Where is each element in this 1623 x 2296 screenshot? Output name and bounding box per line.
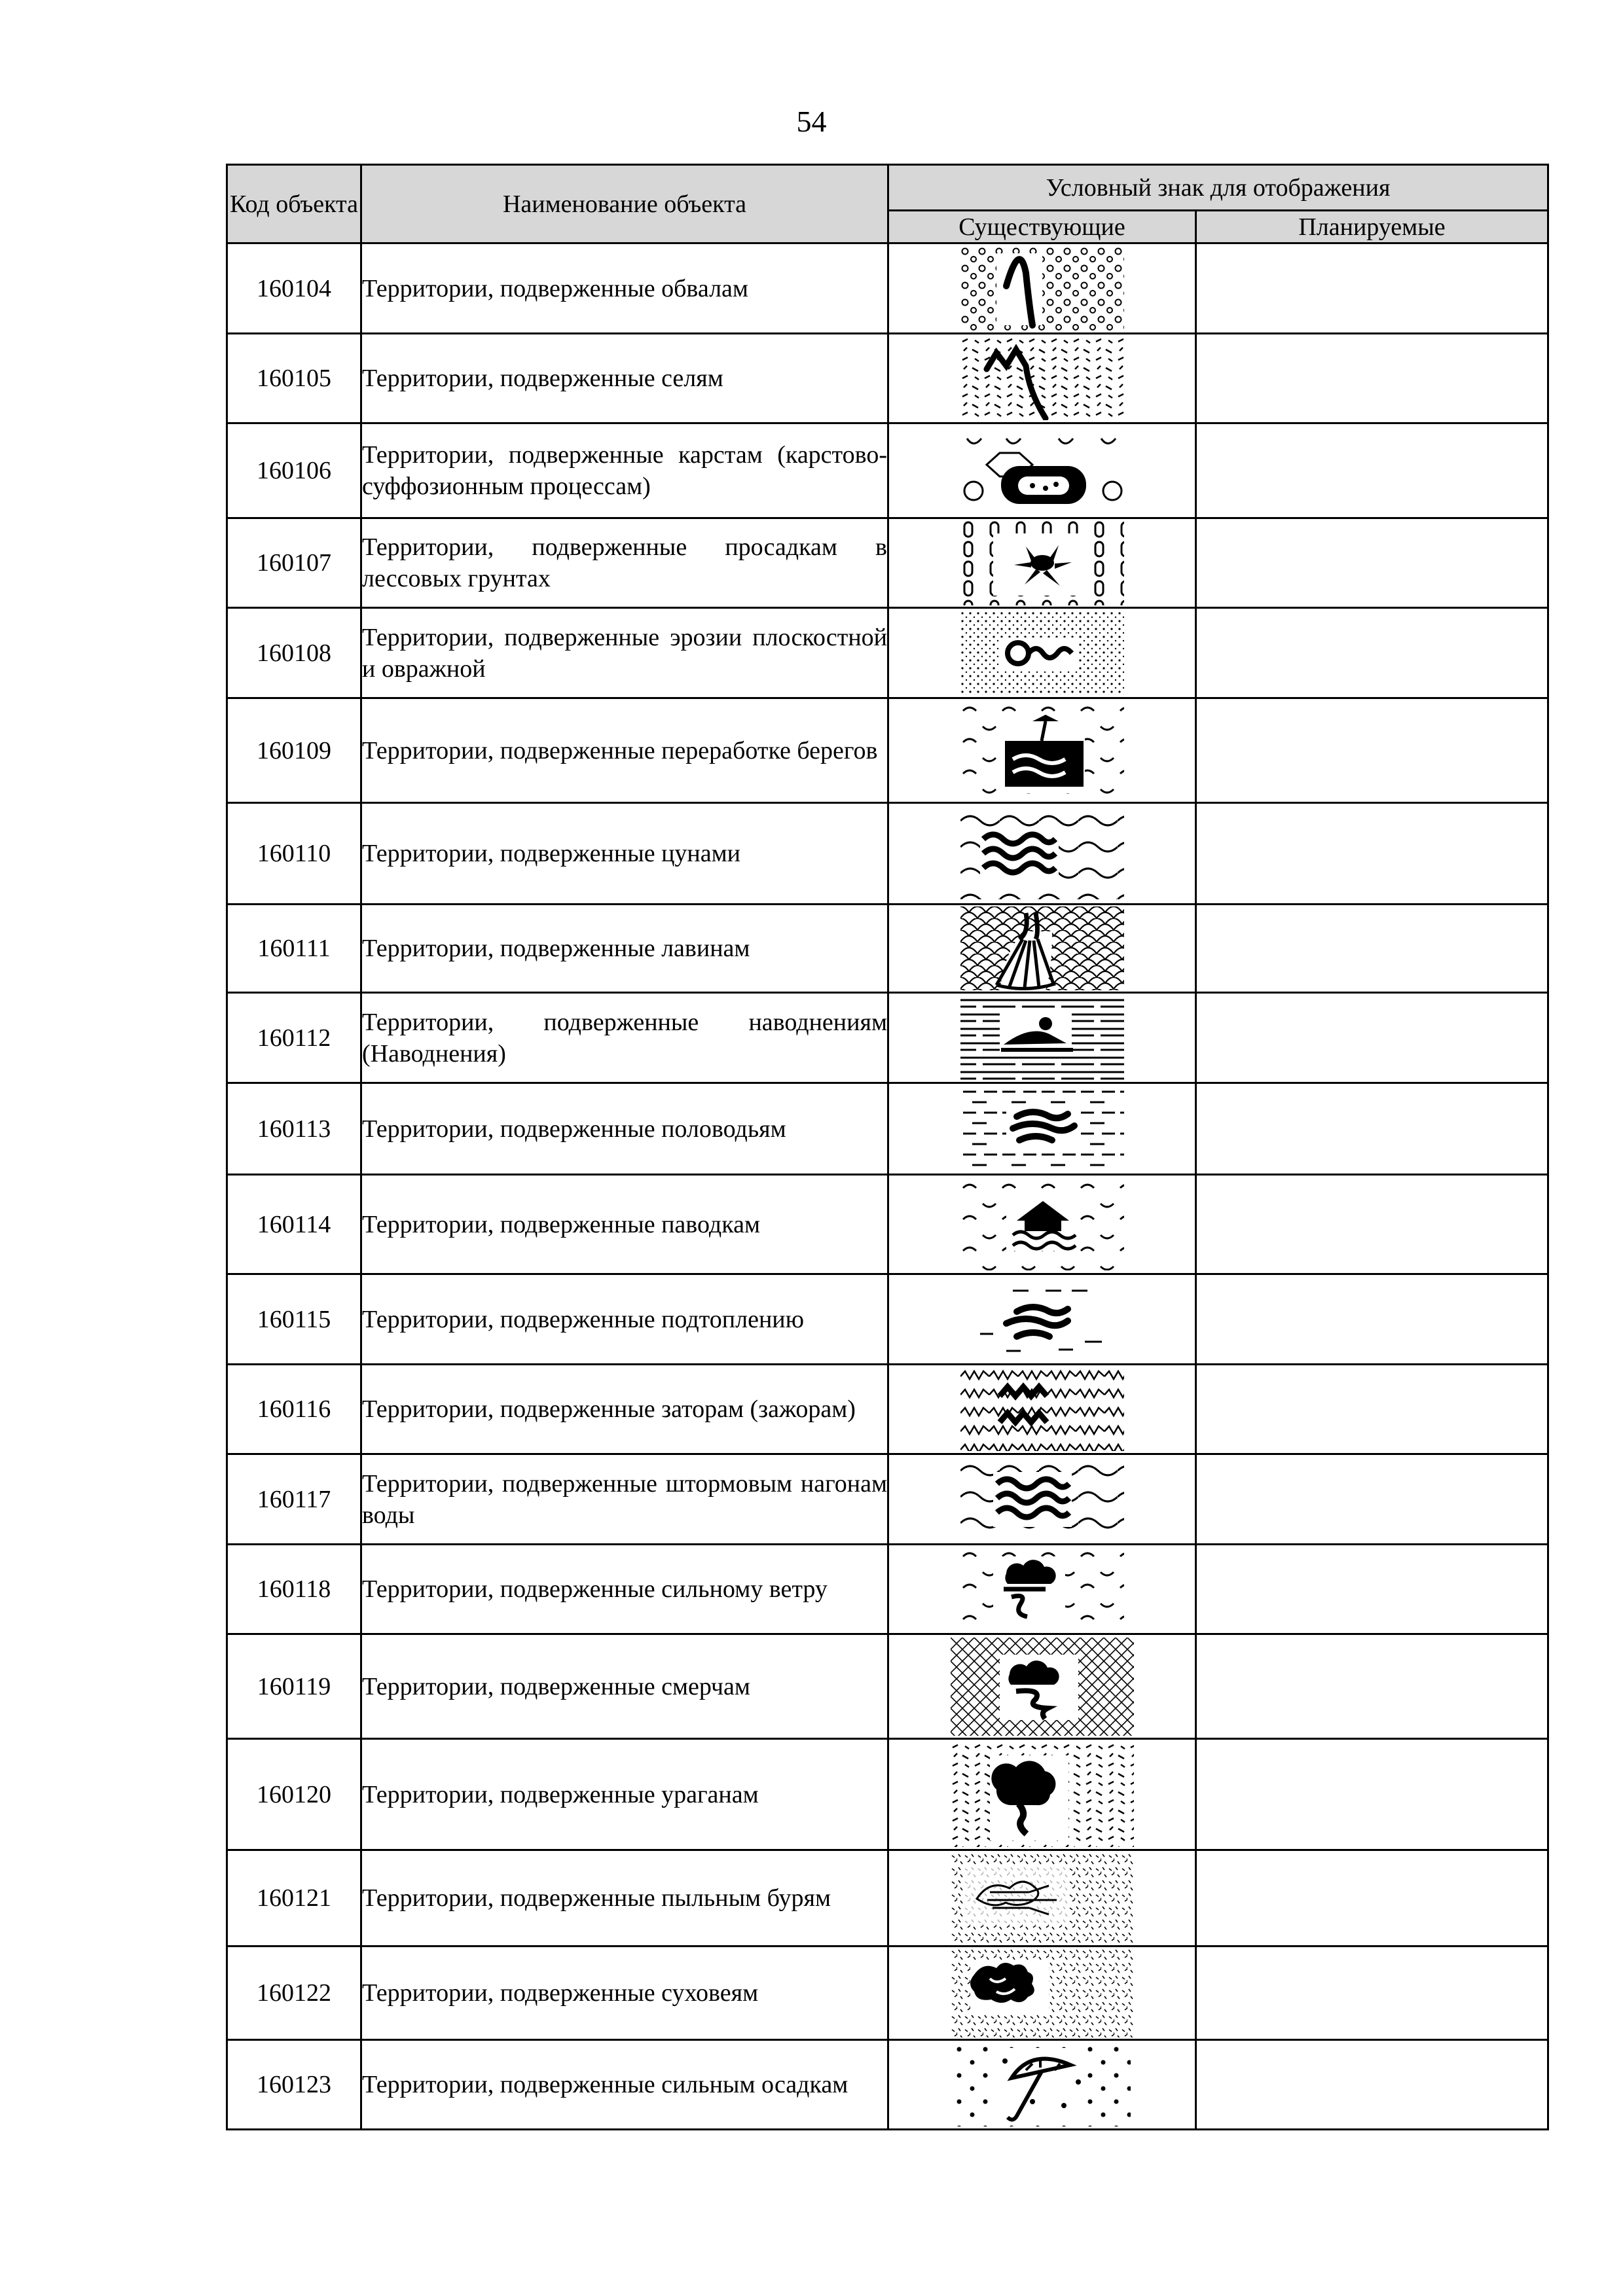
strong-wind-icon <box>960 1547 1124 1631</box>
table-row <box>227 993 1548 1083</box>
row-code: 160122 <box>227 1946 361 2040</box>
row-code: 160118 <box>227 1545 361 1634</box>
table-row <box>227 1454 1548 1545</box>
row-name: Территории, подверженные паводкам <box>361 1175 888 1274</box>
planned-cell <box>1196 1946 1548 2040</box>
row-name: Территории, подверженные просадкам в лессовых грунтах <box>361 518 888 608</box>
planned-cell <box>1196 803 1548 905</box>
table-row <box>227 243 1548 334</box>
header-planned: Планируемые <box>1196 211 1548 243</box>
planned-cell <box>1196 1545 1548 1634</box>
heavy-rain-icon <box>954 2043 1131 2126</box>
row-code: 160106 <box>227 423 361 518</box>
ice-jam-icon <box>960 1367 1124 1451</box>
row-name: Территории, подверженные карстам (карстово-суффозионным процессам) <box>361 423 888 518</box>
row-code: 160112 <box>227 993 361 1083</box>
row-name: Территории, подверженные эрозии плоскостной и овражной <box>361 608 888 698</box>
storm-surge-icon <box>960 1458 1124 1541</box>
avalanche-icon <box>960 906 1124 990</box>
flood-icon <box>960 996 1124 1080</box>
row-code: 160120 <box>227 1739 361 1850</box>
row-name: Территории, подверженные наводнениям (Наводнения) <box>361 993 888 1083</box>
planned-cell <box>1196 698 1548 803</box>
row-name: Территории, подверженные сильному ветру <box>361 1545 888 1634</box>
planned-cell <box>1196 993 1548 1083</box>
row-name: Территории, подверженные ураганам <box>361 1739 888 1850</box>
hurricane-icon <box>951 1742 1134 1847</box>
planned-cell <box>1196 608 1548 698</box>
row-code: 160110 <box>227 803 361 905</box>
row-code: 160108 <box>227 608 361 698</box>
table-row <box>227 1545 1548 1634</box>
waterlogging-icon <box>960 1278 1124 1361</box>
mudflow-icon <box>960 336 1124 420</box>
row-name: Территории, подверженные селям <box>361 334 888 423</box>
row-name: Территории, подверженные цунами <box>361 803 888 905</box>
row-name: Территории, подверженные сильным осадкам <box>361 2040 888 2130</box>
legend-table <box>226 164 1549 2130</box>
row-code: 160104 <box>227 243 361 334</box>
tornado-icon <box>951 1638 1134 1736</box>
planned-cell <box>1196 518 1548 608</box>
row-code: 160114 <box>227 1175 361 1274</box>
table-row <box>227 2040 1548 2130</box>
planned-cell <box>1196 1365 1548 1454</box>
dry-wind-icon <box>951 1948 1134 2037</box>
tsunami-icon <box>960 808 1124 899</box>
page-number: 54 <box>796 105 827 138</box>
table-row <box>227 423 1548 518</box>
row-code: 160109 <box>227 698 361 803</box>
planned-cell <box>1196 334 1548 423</box>
table-row <box>227 518 1548 608</box>
row-name: Территории, подверженные обвалам <box>361 243 888 334</box>
table-row <box>227 905 1548 993</box>
planned-cell <box>1196 243 1548 334</box>
erosion-icon <box>960 611 1124 695</box>
row-code: 160113 <box>227 1083 361 1175</box>
planned-cell <box>1196 2040 1548 2130</box>
table-row <box>227 1175 1548 1274</box>
planned-cell <box>1196 1850 1548 1946</box>
row-name: Территории, подверженные переработке берегов <box>361 698 888 803</box>
row-name: Территории, подверженные смерчам <box>361 1634 888 1739</box>
row-code: 160121 <box>227 1850 361 1946</box>
row-code: 160111 <box>227 905 361 993</box>
row-code: 160123 <box>227 2040 361 2130</box>
table-row <box>227 1850 1548 1946</box>
table-row <box>227 1365 1548 1454</box>
row-code: 160105 <box>227 334 361 423</box>
row-code: 160115 <box>227 1274 361 1365</box>
row-name: Территории, подверженные лавинам <box>361 905 888 993</box>
karst-icon <box>960 425 1124 516</box>
header-sign-group: Условный знак для отображения <box>888 165 1548 211</box>
loess-subsidence-icon <box>960 520 1124 605</box>
table-row <box>227 1946 1548 2040</box>
row-name: Территории, подверженные заторам (зажорам) <box>361 1365 888 1454</box>
table-row <box>227 698 1548 803</box>
planned-cell <box>1196 1175 1548 1274</box>
header-code: Код объекта <box>227 165 361 243</box>
row-name: Территории, подверженные суховеям <box>361 1946 888 2040</box>
row-code: 160107 <box>227 518 361 608</box>
table-row <box>227 608 1548 698</box>
row-code: 160117 <box>227 1454 361 1545</box>
high-water-icon <box>960 1086 1124 1172</box>
planned-cell <box>1196 905 1548 993</box>
table-row <box>227 1083 1548 1175</box>
rockfall-icon <box>960 247 1124 331</box>
header-existing: Существующие <box>888 211 1196 243</box>
freshet-icon <box>960 1179 1124 1270</box>
planned-cell <box>1196 1274 1548 1365</box>
row-code: 160116 <box>227 1365 361 1454</box>
row-code: 160119 <box>227 1634 361 1739</box>
planned-cell <box>1196 1083 1548 1175</box>
dust-storm-icon <box>951 1853 1134 1943</box>
planned-cell <box>1196 1634 1548 1739</box>
table-row <box>227 334 1548 423</box>
shore-reworking-icon <box>960 702 1124 800</box>
table-row <box>227 803 1548 905</box>
planned-cell <box>1196 1454 1548 1545</box>
header-name: Наименование объекта <box>361 165 888 243</box>
row-name: Территории, подверженные пыльным бурям <box>361 1850 888 1946</box>
row-name: Территории, подверженные штормовым нагонам воды <box>361 1454 888 1545</box>
row-name: Территории, подверженные половодьям <box>361 1083 888 1175</box>
planned-cell <box>1196 423 1548 518</box>
table-row <box>227 1274 1548 1365</box>
row-name: Территории, подверженные подтоплению <box>361 1274 888 1365</box>
table-row <box>227 1739 1548 1850</box>
planned-cell <box>1196 1739 1548 1850</box>
table-row <box>227 1634 1548 1739</box>
